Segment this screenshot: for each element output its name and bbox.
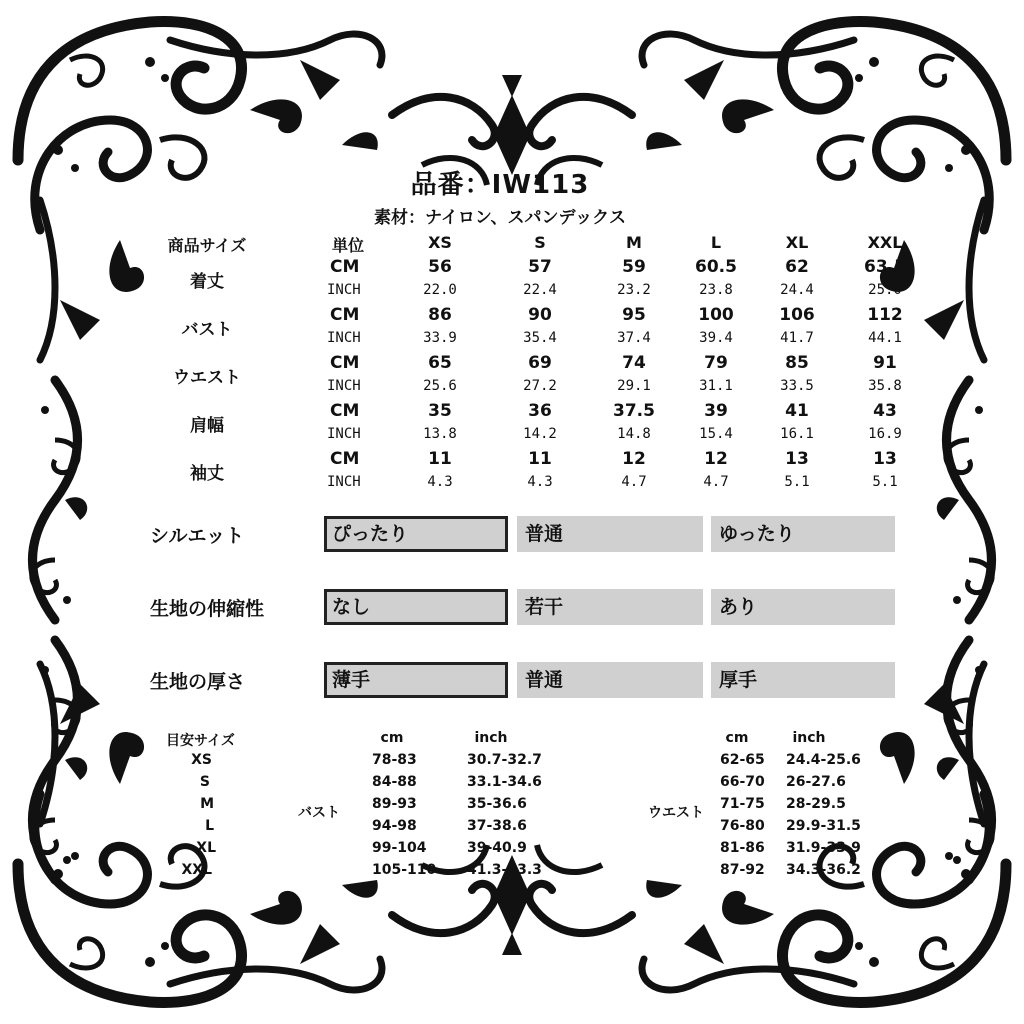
waist-inch-value: 28-29.5	[786, 796, 846, 812]
inch-value: 14.2	[523, 426, 557, 442]
rating-option-selected: ぴったり	[324, 516, 508, 552]
inch-value: 24.4	[780, 282, 814, 298]
cm-value: 39	[704, 401, 728, 421]
inch-value: 22.0	[423, 282, 457, 298]
guide-size-xl: XL	[196, 840, 216, 856]
inch-value: 4.7	[703, 474, 729, 490]
size-header-m: M	[626, 233, 642, 252]
inch-value: 4.7	[621, 474, 647, 490]
guide-size-xxl: XXL	[181, 862, 212, 878]
cm-value: 37.5	[613, 401, 655, 421]
guide-size-s: S	[199, 774, 210, 790]
bust-inch-value: 30.7-32.7	[467, 752, 542, 768]
inch-value: 29.1	[617, 378, 651, 394]
rating-option: 普通	[517, 516, 703, 552]
inch-value: 14.8	[617, 426, 651, 442]
cm-value: 69	[528, 353, 552, 373]
cm-value: 91	[873, 353, 897, 373]
rating-label: シルエット	[150, 525, 245, 547]
row-label: 袖丈	[190, 464, 224, 484]
inch-value: 23.8	[699, 282, 733, 298]
inch-value: 33.5	[780, 378, 814, 394]
inch-value: 5.1	[872, 474, 898, 490]
bust-cm-value: 99-104	[372, 840, 427, 856]
size-header-xl: XL	[785, 233, 809, 252]
cm-value: 36	[528, 401, 552, 421]
guide-size-xs: XS	[191, 752, 212, 768]
bust-cm-value: 84-88	[372, 774, 417, 790]
bust-cm-value: 94-98	[372, 818, 417, 834]
inch-value: 4.3	[427, 474, 453, 490]
size-header-xs: XS	[428, 233, 452, 252]
rating-option: ゆったり	[711, 516, 895, 552]
inch-value: 37.4	[617, 330, 651, 346]
size-header-label: 商品サイズ	[167, 236, 247, 255]
cm-value: 41	[785, 401, 809, 421]
bust-cm-value: 105-110	[372, 862, 437, 878]
cm-value: 11	[528, 449, 552, 469]
waist-cm-value: 81-86	[720, 840, 765, 856]
inch-value: 31.1	[699, 378, 733, 394]
cm-value: 74	[622, 353, 646, 373]
cm-value: 43	[873, 401, 897, 421]
unit-cm: CM	[330, 353, 360, 373]
unit-inch: INCH	[327, 378, 361, 394]
cm-value: 57	[528, 257, 552, 277]
waist-cm-value: 62-65	[720, 752, 765, 768]
unit-cm: CM	[330, 305, 360, 325]
cm-value: 12	[704, 449, 728, 469]
unit-inch: INCH	[327, 282, 361, 298]
guide-size-m: M	[200, 796, 214, 812]
inch-value: 39.4	[699, 330, 733, 346]
inch-value: 4.3	[527, 474, 553, 490]
waist-cm-value: 76-80	[720, 818, 765, 834]
guide-size-l: L	[205, 818, 214, 834]
unit-cm: CM	[330, 449, 360, 469]
row-label: ウエスト	[173, 368, 241, 388]
cm-value: 13	[873, 449, 897, 469]
unit-cm: CM	[330, 401, 360, 421]
cm-value: 12	[622, 449, 646, 469]
cm-value: 60.5	[695, 257, 737, 277]
waist-cm-value: 66-70	[720, 774, 765, 790]
bust-inch-value: 37-38.6	[467, 818, 527, 834]
cm-value: 35	[428, 401, 452, 421]
bust-inch-value: 35-36.6	[467, 796, 527, 812]
cm-value: 112	[867, 305, 903, 325]
bust-inch-value: 33.1-34.6	[467, 774, 542, 790]
unit-inch: INCH	[327, 426, 361, 442]
row-label: 肩幅	[190, 416, 224, 436]
cm-value: 100	[698, 305, 734, 325]
cm-value: 106	[779, 305, 815, 325]
cm-value: 13	[785, 449, 809, 469]
rating-option: 厚手	[711, 662, 895, 698]
unit-inch: INCH	[327, 330, 361, 346]
bust-inch-value: 39-40.9	[467, 840, 527, 856]
waist-inch-header: inch	[792, 730, 826, 746]
rating-label: 生地の厚さ	[150, 671, 246, 693]
row-label: バスト	[181, 320, 233, 340]
bust-inch-value: 41.3-43.3	[467, 862, 542, 878]
unit-header: 単位	[331, 236, 365, 255]
inch-value: 35.4	[523, 330, 557, 346]
cm-value: 65	[428, 353, 452, 373]
inch-value: 23.2	[617, 282, 651, 298]
inch-value: 33.9	[423, 330, 457, 346]
material-text: 素材：ナイロン、スパンデックス	[374, 208, 626, 228]
rating-option: 普通	[517, 662, 703, 698]
waist-cm-value: 87-92	[720, 862, 765, 878]
cm-value: 79	[704, 353, 728, 373]
waist-inch-value: 34.3-36.2	[786, 862, 861, 878]
rating-option-selected: 薄手	[324, 662, 508, 698]
size-header-xxl: XXL	[867, 233, 903, 252]
rating-option-selected: なし	[324, 589, 508, 625]
cm-value: 90	[528, 305, 552, 325]
waist-inch-value: 31.9-33.9	[786, 840, 861, 856]
inch-value: 15.4	[699, 426, 733, 442]
inch-value: 41.7	[780, 330, 814, 346]
cm-value: 95	[622, 305, 646, 325]
cm-value: 59	[622, 257, 646, 277]
waist-cm-header: cm	[725, 730, 749, 746]
waist-cm-value: 71-75	[720, 796, 765, 812]
waist-label: ウエスト	[648, 805, 704, 821]
inch-value: 22.4	[523, 282, 557, 298]
rating-label: 生地の伸縮性	[150, 598, 265, 620]
inch-value: 13.8	[423, 426, 457, 442]
inch-value: 25.6	[423, 378, 457, 394]
size-header-l: L	[710, 233, 722, 252]
inch-value: 16.1	[780, 426, 814, 442]
cm-value: 62	[785, 257, 809, 277]
bust-cm-header: cm	[380, 730, 404, 746]
size-header-s: S	[534, 233, 546, 252]
waist-inch-value: 29.9-31.5	[786, 818, 861, 834]
waist-inch-value: 26-27.6	[786, 774, 846, 790]
page-title: 品番：IW113	[410, 170, 590, 200]
inch-value: 27.2	[523, 378, 557, 394]
bust-label: バスト	[298, 805, 340, 821]
inch-value: 16.9	[868, 426, 902, 442]
inch-value: 44.1	[868, 330, 902, 346]
cm-value: 63.5	[864, 257, 906, 277]
rating-option: 若干	[517, 589, 703, 625]
inch-value: 35.8	[868, 378, 902, 394]
guide-header-label: 目安サイズ	[166, 733, 235, 749]
cm-value: 86	[428, 305, 452, 325]
bust-cm-value: 89-93	[372, 796, 417, 812]
rating-option: あり	[711, 589, 895, 625]
cm-value: 85	[785, 353, 809, 373]
waist-inch-value: 24.4-25.6	[786, 752, 861, 768]
unit-inch: INCH	[327, 474, 361, 490]
row-label: 着丈	[190, 272, 224, 292]
cm-value: 56	[428, 257, 452, 277]
inch-value: 25.0	[868, 282, 902, 298]
cm-value: 11	[428, 449, 452, 469]
inch-value: 5.1	[784, 474, 810, 490]
unit-cm: CM	[330, 257, 360, 277]
bust-cm-value: 78-83	[372, 752, 417, 768]
bust-inch-header: inch	[474, 730, 508, 746]
